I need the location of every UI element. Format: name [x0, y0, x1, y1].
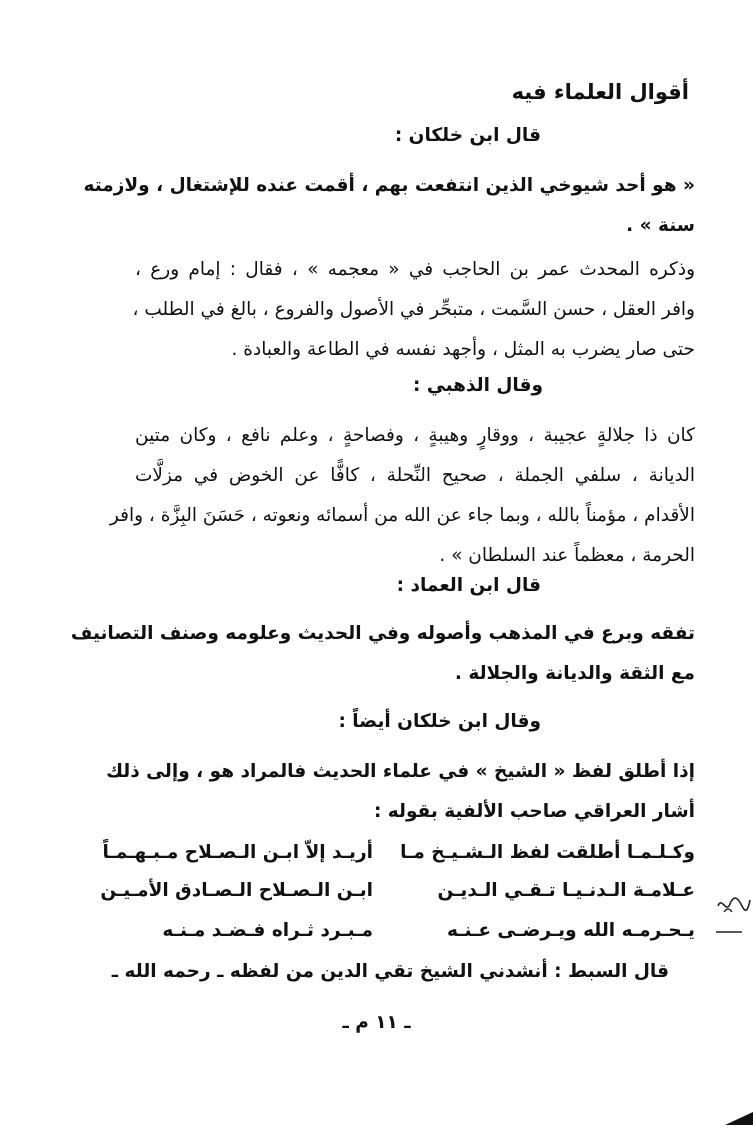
verse-hemistich-right: وكـلـمـا أطلقت لفظ الـشـيـخ مـا — [400, 842, 695, 863]
paragraph-line: كان ذا جلالةٍ عجيبة ، ووقارٍ وهيبةٍ ، وفصاحةٍ ، وعلم نافع ، وكان متين — [135, 425, 695, 446]
scan-corner-mark — [725, 1108, 753, 1125]
handwritten-margin-note — [712, 892, 752, 936]
page-number: ـ ١١ م ـ — [342, 1012, 411, 1033]
paragraph-line: أشار العراقي صاحب الألفية بقوله : — [373, 801, 695, 822]
paragraph-line: وذكره المحدث عمر بن الحاجب في « معجمه » ، فقال : إمام ورع ، — [135, 259, 695, 280]
paragraph-line: الحرمة ، معظماً عند السلطان » . — [439, 545, 695, 566]
paragraph-line: مع الثقة والديانة والجلالة . — [454, 663, 695, 684]
shaykh-paragraph — [106, 752, 695, 832]
dhahabi-paragraph — [109, 416, 695, 576]
paragraph-line: الأقدام ، مؤمناً بالله ، وبما جاء عن الله من أسمائه ونعوته ، حَسَنَ البِزَّة ، وافر — [109, 505, 695, 526]
section-heading: أقوال العلماء فيه — [511, 80, 689, 104]
ibn-khallikan-also-label: وقال ابن خلكان أيضاً : — [338, 711, 541, 732]
verse-hemistich-left: أريـد إلاّ ابـن الـصـلاح مـبـهـمـاً — [102, 842, 373, 863]
ibn-khallikan-quote — [83, 166, 695, 246]
paragraph-line: وافر العقل ، حسن السَّمت ، متبحِّر في الأصول والفروع ، بالغ في الطلب ، — [132, 299, 695, 320]
paragraph-line: حتى صار يضرب به المثل ، وأجهد نفسه في الطاعة والعبادة . — [231, 339, 695, 360]
ibn-khallikan-label: قال ابن خلكان : — [394, 125, 541, 146]
sibt-line: قال السبط : أنشدني الشيخ تقي الدين من لفظه ـ رحمه الله ـ — [111, 961, 669, 982]
quote-line: « هو أحد شيوخي الذين انتفعت بهم ، أقمت عنده للإشتغال ، ولازمته — [83, 175, 695, 196]
paragraph-line: تفقه وبرع في المذهب وأصوله وفي الحديث وعلومه وصنف التصانيف — [70, 623, 695, 644]
quote-line: سنة » . — [626, 215, 695, 236]
verse-hemistich-left: مـبـرد ثـراه فـضـد مـنـه — [162, 920, 373, 941]
verse-hemistich-left: ابـن الـصـلاح الـصـادق الأمـيـن — [100, 880, 373, 901]
paragraph-line: الديانة ، سلفي الجملة ، صحيح النِّحلة ، كافًّا عن الخوض في مزلَّات — [135, 465, 695, 486]
dhahabi-label: وقال الذهبي : — [413, 375, 543, 396]
ibn-imad-paragraph — [70, 614, 695, 694]
ibn-hajib-paragraph — [132, 250, 695, 370]
paragraph-line: إذا أطلق لفظ « الشيخ » في علماء الحديث فالمراد هو ، وإلى ذلك — [106, 761, 695, 782]
verse-hemistich-right: عـلامـة الـدنـيـا تـقـي الـديـن — [437, 880, 695, 901]
verse-hemistich-right: يـحـرمـه الله ويـرضـى عـنـه — [446, 920, 695, 941]
ibn-imad-label: قال ابن العماد : — [396, 575, 541, 596]
